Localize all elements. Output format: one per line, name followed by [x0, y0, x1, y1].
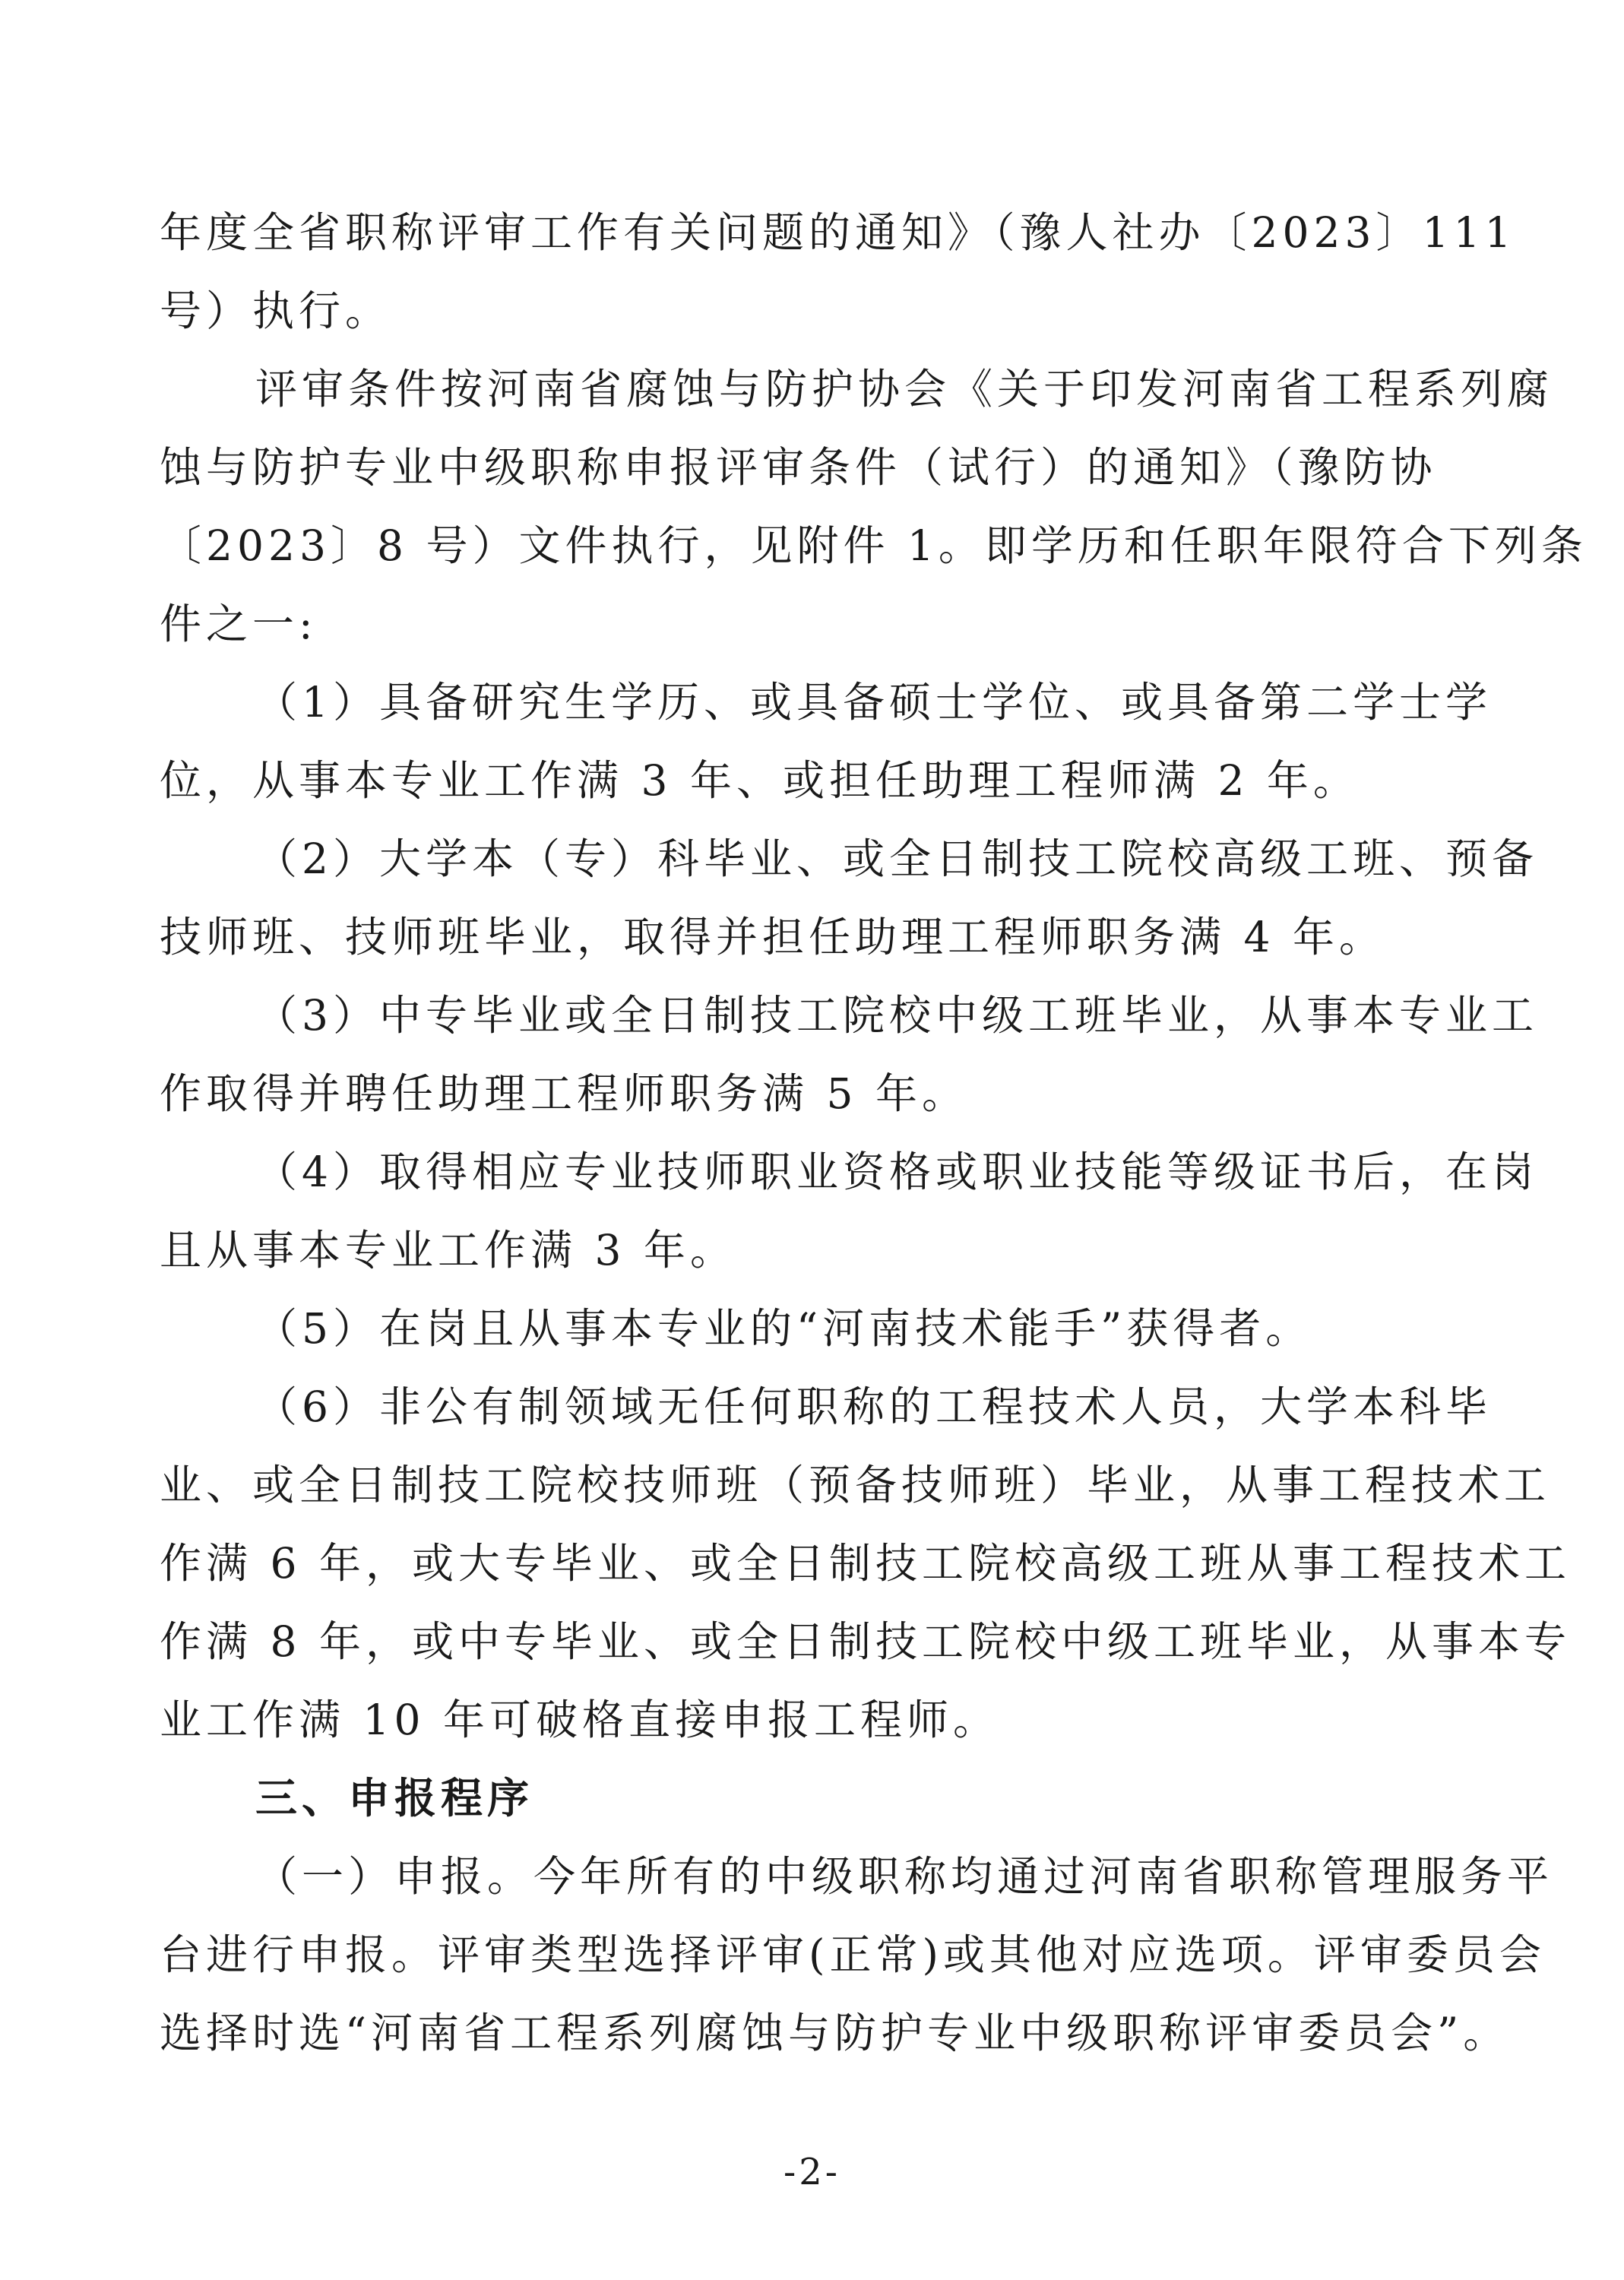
list-item-line: 位，从事本专业工作满 3 年、或担任助理工程师满 2 年。 [160, 756, 1360, 805]
paragraph-line: 台进行申报。评审类型选择评审(正常)或其他对应选项。评审委员会 [160, 1930, 1546, 1979]
list-item-line: （1）具备研究生学历、或具备硕士学位、或具备第二学士学 [255, 678, 1492, 727]
list-item-line: （4）取得相应专业技师职业资格或职业技能等级证书后，在岗 [255, 1148, 1538, 1196]
section-heading: 三、申报程序 [255, 1774, 534, 1822]
paragraph-line: 件之一: [160, 600, 318, 648]
list-item-line: 作满 6 年，或大专毕业、或全日制技工院校高级工班从事工程技术工 [160, 1539, 1571, 1588]
paragraph-line: 年度全省职称评审工作有关问题的通知》（豫人社办〔2023〕111 [160, 208, 1516, 257]
paragraph-line: 〔2023〕8 号）文件执行，见附件 1。即学历和任职年限符合下列条 [160, 521, 1588, 570]
paragraph-line: 评审条件按河南省腐蚀与防护协会《关于印发河南省工程系列腐 [255, 365, 1554, 413]
body-text [160, 194, 1588, 2073]
paragraph-line: 蚀与防护专业中级职称申报评审条件（试行）的通知》（豫防协 [160, 443, 1437, 492]
list-item-line: （2）大学本（专）科毕业、或全日制技工院校高级工班、预备 [255, 834, 1538, 883]
list-item-line: 技师班、技师班毕业，取得并担任助理工程师职务满 4 年。 [160, 913, 1385, 961]
list-item-line: （3）中专毕业或全日制技工院校中级工班毕业，从事本专业工 [255, 991, 1538, 1040]
list-item-line: 作取得并聘任助理工程师职务满 5 年。 [160, 1069, 968, 1118]
list-item-line: 业工作满 10 年可破格直接申报工程师。 [160, 1696, 999, 1744]
list-item-line: 业、或全日制技工院校技师班（预备技师班）毕业，从事工程技术工 [160, 1461, 1551, 1509]
list-item-line: （6）非公有制领域无任何职称的工程技术人员，大学本科毕 [255, 1382, 1492, 1431]
list-item-line: （5）在岗且从事本专业的“河南技术能手”获得者。 [255, 1304, 1312, 1353]
page-number: -2- [784, 2151, 840, 2193]
paragraph-line: （一）申报。今年所有的中级职称均通过河南省职称管理服务平 [255, 1852, 1554, 1901]
list-item-line: 且从事本专业工作满 3 年。 [160, 1226, 736, 1275]
paragraph-line: 号）执行。 [160, 287, 392, 335]
list-item-line: 作满 8 年，或中专毕业、或全日制技工院校中级工班毕业，从事本专 [160, 1617, 1571, 1666]
paragraph-line: 选择时选“河南省工程系列腐蚀与防护专业中级职称评审委员会”。 [160, 2009, 1510, 2057]
